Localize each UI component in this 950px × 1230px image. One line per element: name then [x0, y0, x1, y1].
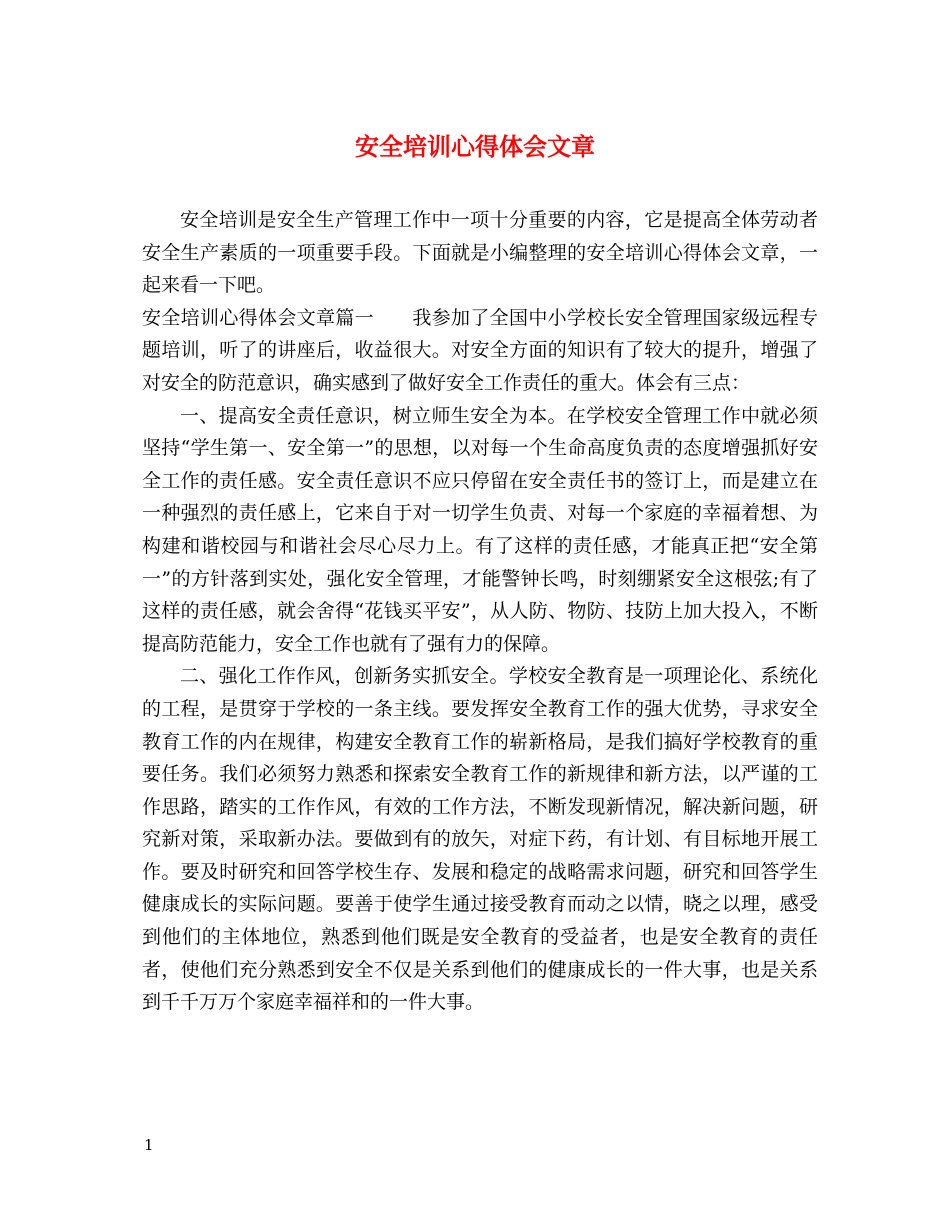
point-one-paragraph: 一、提高安全责任意识，树立师生安全为本。在学校安全管理工作中就必须坚持“学生第一、安全第一”的思想，以对每一个生命高度负责的态度增强抓好安全工作的责任感。安全责任意识不应只停留在安全责任书的签订上，而是建立在一种强烈的责任感上，它来自于对一切学生负责、对每一个家庭的幸福着想、为构建和谐校园与和谐社会尽心尽力上。有了这样的责任感，才能真正把“安全第一”的方针落到实处，强化安全管理，才能警钟长鸣，时刻绷紧安全这根弦;有了这样的责任感，就会舍得“花钱买平安”，从人防、物防、技防上加大投入，不断提高防范能力，安全工作也就有了强有力的保障。	[142, 404, 818, 655]
section-paragraph	[142, 302, 818, 400]
intro-paragraph: 安全培训是安全生产管理工作中一项十分重要的内容，它是提高全体劳动者安全生产素质的一项重要手段。下面就是小编整理的安全培训心得体会文章，一起来看一下吧。	[142, 209, 818, 297]
document-body	[142, 204, 818, 1019]
page-number: 1	[144, 1136, 154, 1154]
point-two-paragraph: 二、强化工作作风，创新务实抓安全。学校安全教育是一项理论化、系统化的工程，是贯穿于学校的一条主线。要发挥安全教育工作的强大优势，寻求安全教育工作的内在规律，构建安全教育工作的崭新格局，是我们搞好学校教育的重要任务。我们必须努力熟悉和探索安全教育工作的新规律和新方法，以严谨的工作思路，踏实的工作作风，有效的工作方法，不断发现新情况，解决新问题，研究新对策，采取新办法。要做到有的放矢，对症下药，有计划、有目标地开展工作。要及时研究和回答学校生存、发展和稳定的战略需求问题，研究和回答学生健康成长的实际问题。要善于使学生通过接受教育而动之以情，晓之以理，感受到他们的主体地位，熟悉到他们既是安全教育的受益者，也是安全教育的责任者，使他们充分熟悉到安全不仅是关系到他们的健康成长的一件大事，也是关系到千千万万个家庭幸福祥和的一件大事。	[142, 665, 818, 1014]
section-lead-text: 我参加了全国中小学校长安全管理国家级远程专题培训，听了的讲座后，收益很大。对安全方面的知识有了较大的提升，增强了对安全的防范意识，确实感到了做好安全工作责任的重大。体会有三点：	[142, 306, 818, 394]
document-title: 安全培训心得体会文章	[355, 132, 595, 161]
section-heading: 安全培训心得体会文章篇一	[142, 306, 374, 329]
